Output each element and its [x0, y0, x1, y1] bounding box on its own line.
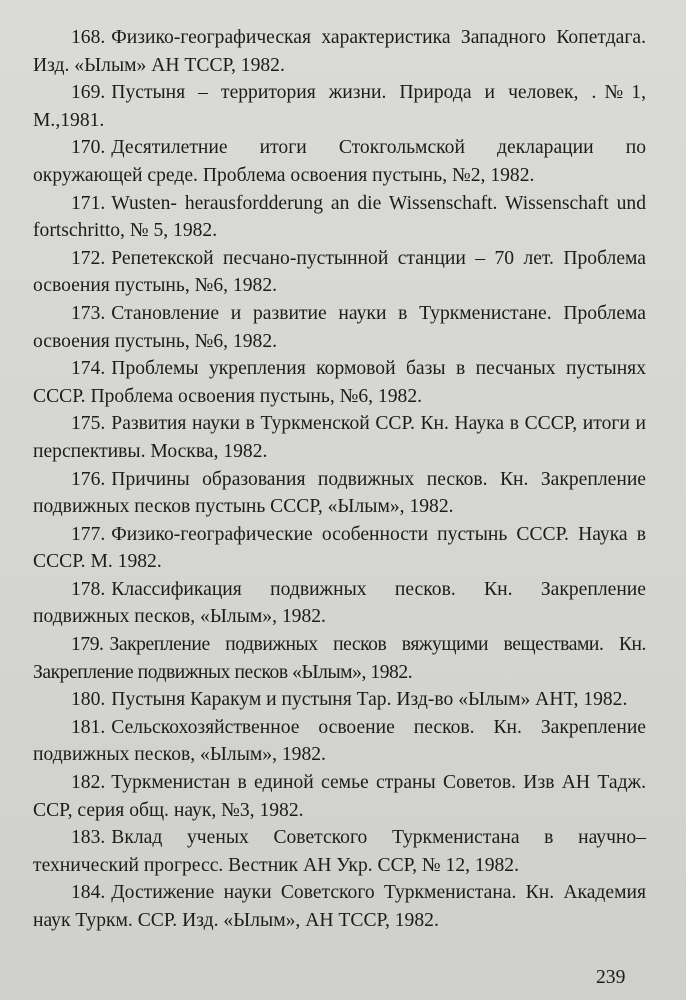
entry-text: Классификация подвижных песков. Кн. Закрепление подвижных песков, «Ылым», 1982. — [33, 578, 646, 628]
entry-text: Проблемы укрепления кормовой базы в песчаных пустынях СССР. Проблема освоения пустынь, №6, 1982. — [33, 358, 646, 407]
entry-number: 176. — [71, 468, 106, 490]
entry-text: Развития науки в Туркменской ССР. Кн. Наука в СССР, итоги и перспективы. Москва, 1982. — [33, 413, 646, 462]
list-item — [33, 79, 646, 134]
entry-text: Закрепление подвижных песков вяжущими веществами. Кн. Закрепление подвижных песков «Ылым», 1982. — [33, 634, 646, 683]
entry-number: 171. — [71, 192, 106, 214]
list-item — [33, 686, 646, 714]
entry-number: 177. — [71, 523, 106, 545]
entry-text: Достижение науки Советского Туркменистана. Кн. Академия наук Туркм. ССР. Изд. «Ылым», АН ТССР, 1982. — [33, 882, 646, 931]
list-item — [33, 190, 646, 245]
entry-text: Физико-географическая характеристика Западного Копетдага. Изд. «Ылым» АН ТССР, 1982. — [33, 27, 646, 76]
list-item — [33, 879, 646, 934]
entry-number: 168. — [71, 27, 106, 48]
list-item — [33, 134, 646, 189]
entry-number: 183. — [71, 827, 106, 849]
entry-text: Вклад ученых Советского Туркменистана в научно–технический прогресс. Вестник АН Укр. ССР, № 12, 1982. — [33, 827, 646, 876]
entry-text: Пустыня Каракум и пустыня Тар. Изд-во «Ылым» АНТ, 1982. — [111, 689, 628, 711]
entry-number: 173. — [71, 302, 106, 324]
entry-number: 170. — [71, 137, 106, 159]
entry-number: 174. — [71, 358, 106, 380]
list-item — [33, 24, 646, 79]
list-item — [33, 714, 646, 769]
list-item — [33, 300, 646, 355]
entry-number: 172. — [71, 247, 106, 269]
list-item — [33, 576, 646, 631]
entry-number: 181. — [71, 716, 106, 738]
bibliography-list — [33, 24, 646, 935]
list-item — [33, 466, 646, 521]
entry-number: 175. — [71, 413, 106, 435]
entry-text: Туркменистан в единой семье страны Советов. Изв АН Тадж. ССР, серия общ. наук, №3, 1982. — [33, 772, 646, 821]
entry-number: 169. — [71, 82, 106, 104]
list-item — [33, 521, 646, 576]
entry-text: Репетекской песчано-пустынной станции – 70 лет. Проблема освоения пустынь, №6, 1982. — [33, 247, 646, 297]
entry-number: 179. — [71, 634, 104, 656]
entry-text: Десятилетние итоги Стокгольмской декларации по окружающей среде. Проблема освоения пустынь, №2, 1982. — [33, 137, 646, 186]
page-number: 239 — [596, 967, 626, 988]
list-item — [33, 355, 646, 410]
list-item — [33, 410, 646, 465]
entry-text: Становление и развитие науки в Туркменистане. Проблема освоения пустынь, №6, 1982. — [33, 302, 646, 352]
entry-text: Wusten- herausfordderung an die Wissenschaft. Wissenschaft und fortschritto, № 5, 1982. — [33, 192, 646, 242]
entry-text: Физико-географические особенности пустынь СССР. Наука в СССР. М. 1982. — [33, 523, 646, 573]
list-item — [33, 824, 646, 879]
entry-text: Пустыня – территория жизни. Природа и человек, .№1, М.,1981. — [33, 82, 646, 131]
entry-number: 184. — [71, 882, 106, 904]
list-item — [33, 769, 646, 824]
entry-number: 178. — [71, 578, 106, 600]
entry-number: 180. — [71, 689, 106, 711]
list-item — [33, 631, 646, 686]
entry-text: Причины образования подвижных песков. Кн. Закрепление подвижных песков пустынь СССР, «Ылым», 1982. — [33, 468, 646, 518]
entry-number: 182. — [71, 772, 106, 794]
entry-text: Сельскохозяйственное освоение песков. Кн. Закрепление подвижных песков, «Ылым», 1982. — [33, 716, 646, 766]
list-item — [33, 245, 646, 300]
